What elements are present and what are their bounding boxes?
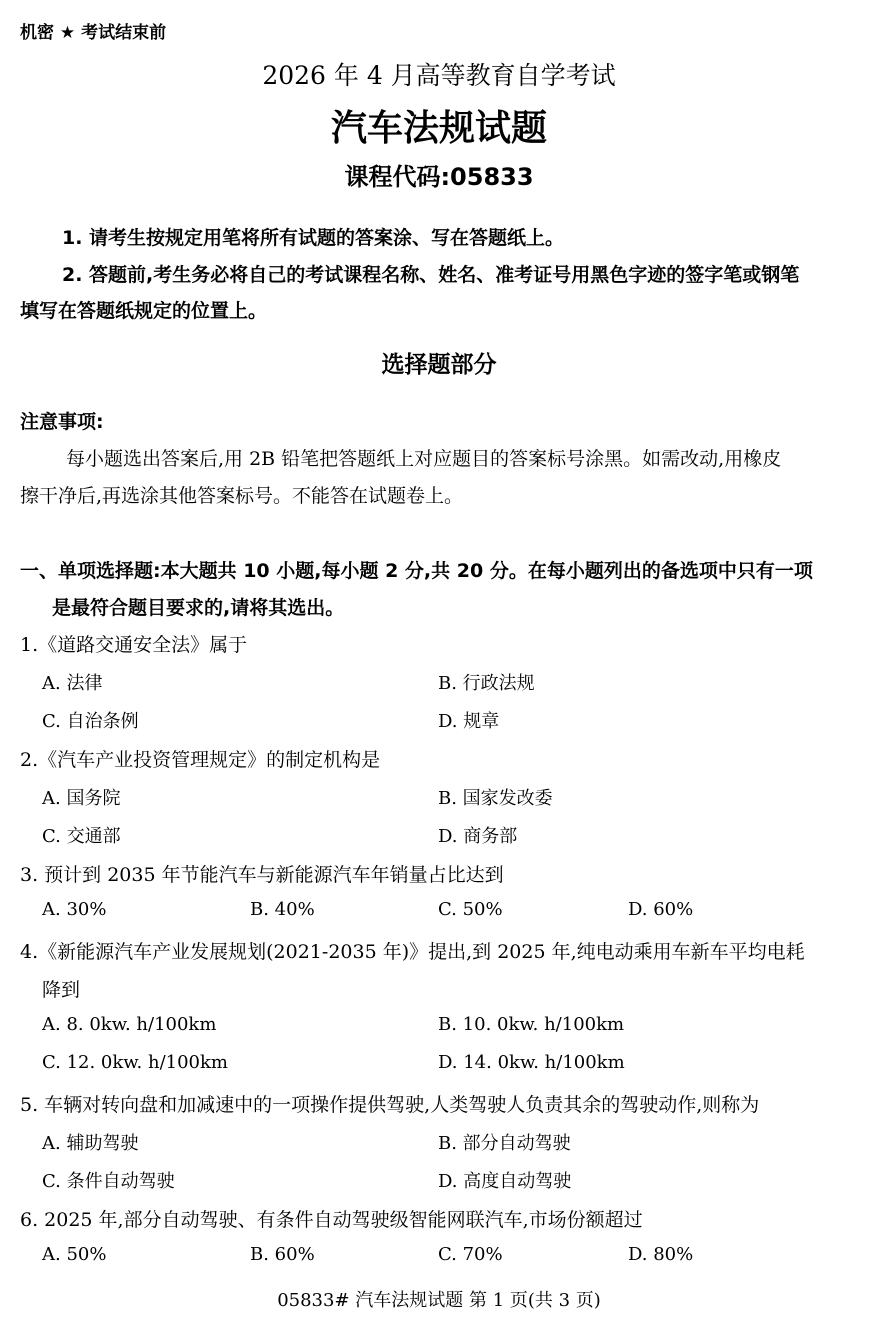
instruction-line-2: 2. 答题前,考生务必将自己的考试课程名称、姓名、准考证号用黑色字迹的签字笔或钢笔 [62, 264, 800, 286]
question-3-stem: 3. 预计到 2035 年节能汽车与新能源汽车年销量占比达到 [20, 864, 504, 886]
notes-heading: 注意事项: [20, 411, 104, 433]
question-4-option-a: A. 8. 0kw. h/100km [42, 1014, 217, 1035]
confidential-mark: 机密 ★ 考试结束前 [20, 23, 167, 43]
question-3-option-b: B. 40% [250, 899, 315, 920]
instruction-line-2-cont: 填写在答题纸规定的位置上。 [20, 300, 268, 322]
question-2-option-a: A. 国务院 [42, 788, 121, 809]
notes-line-2: 擦干净后,再选涂其他答案标号。不能答在试题卷上。 [20, 485, 464, 507]
part-one-heading: 一、单项选择题:本大题共 10 小题,每小题 2 分,共 20 分。在每小题列出的备选项中只有一项 [20, 560, 813, 582]
question-2-option-c: C. 交通部 [42, 826, 121, 847]
question-2-option-d: D. 商务部 [438, 826, 518, 847]
page-footer: 05833# 汽车法规试题 第 1 页(共 3 页) [277, 1290, 601, 1311]
question-3-option-d: D. 60% [628, 899, 694, 920]
part-one-heading-cont: 是最符合题目要求的,请将其选出。 [52, 597, 345, 619]
question-1-stem: 1.《道路交通安全法》属于 [20, 634, 248, 656]
question-5-option-a: A. 辅助驾驶 [42, 1133, 139, 1154]
exam-title: 2026 年 4 月高等教育自学考试 [262, 61, 616, 90]
notes-line-1: 每小题选出答案后,用 2B 铅笔把答题纸上对应题目的答案标号涂黑。如需改动,用橡皮 [66, 448, 782, 470]
question-4-option-b: B. 10. 0kw. h/100km [438, 1014, 625, 1035]
question-6-option-d: D. 80% [628, 1244, 694, 1265]
instruction-line-1: 1. 请考生按规定用笔将所有试题的答案涂、写在答题纸上。 [62, 227, 565, 249]
subject-title: 汽车法规试题 [330, 108, 547, 149]
question-4-stem-cont: 降到 [42, 979, 81, 1001]
question-5-option-b: B. 部分自动驾驶 [438, 1133, 571, 1154]
question-1-option-c: C. 自治条例 [42, 711, 139, 732]
question-4-stem: 4.《新能源汽车产业发展规划(2021-2035 年)》提出,到 2025 年,纯电动乘用车新车平均电耗 [20, 941, 805, 963]
question-6-option-a: A. 50% [42, 1244, 107, 1265]
question-4-option-c: C. 12. 0kw. h/100km [42, 1052, 228, 1073]
question-5-option-c: C. 条件自动驾驶 [42, 1171, 175, 1192]
question-2-stem: 2.《汽车产业投资管理规定》的制定机构是 [20, 749, 381, 771]
question-1-option-a: A. 法律 [42, 673, 103, 694]
question-5-option-d: D. 高度自动驾驶 [438, 1171, 572, 1192]
question-6-option-c: C. 70% [438, 1244, 503, 1265]
question-5-stem: 5. 车辆对转向盘和加减速中的一项操作提供驾驶,人类驾驶人负责其余的驾驶动作,则称为 [20, 1094, 760, 1116]
question-1-option-b: B. 行政法规 [438, 673, 535, 694]
section-title: 选择题部分 [381, 352, 497, 378]
course-code: 课程代码:05833 [344, 163, 534, 191]
question-3-option-c: C. 50% [438, 899, 503, 920]
question-2-option-b: B. 国家发改委 [438, 788, 553, 809]
question-4-option-d: D. 14. 0kw. h/100km [438, 1052, 625, 1073]
question-6-option-b: B. 60% [250, 1244, 315, 1265]
question-3-option-a: A. 30% [42, 899, 107, 920]
question-6-stem: 6. 2025 年,部分自动驾驶、有条件自动驾驶级智能网联汽车,市场份额超过 [20, 1209, 643, 1231]
question-1-option-d: D. 规章 [438, 711, 500, 732]
